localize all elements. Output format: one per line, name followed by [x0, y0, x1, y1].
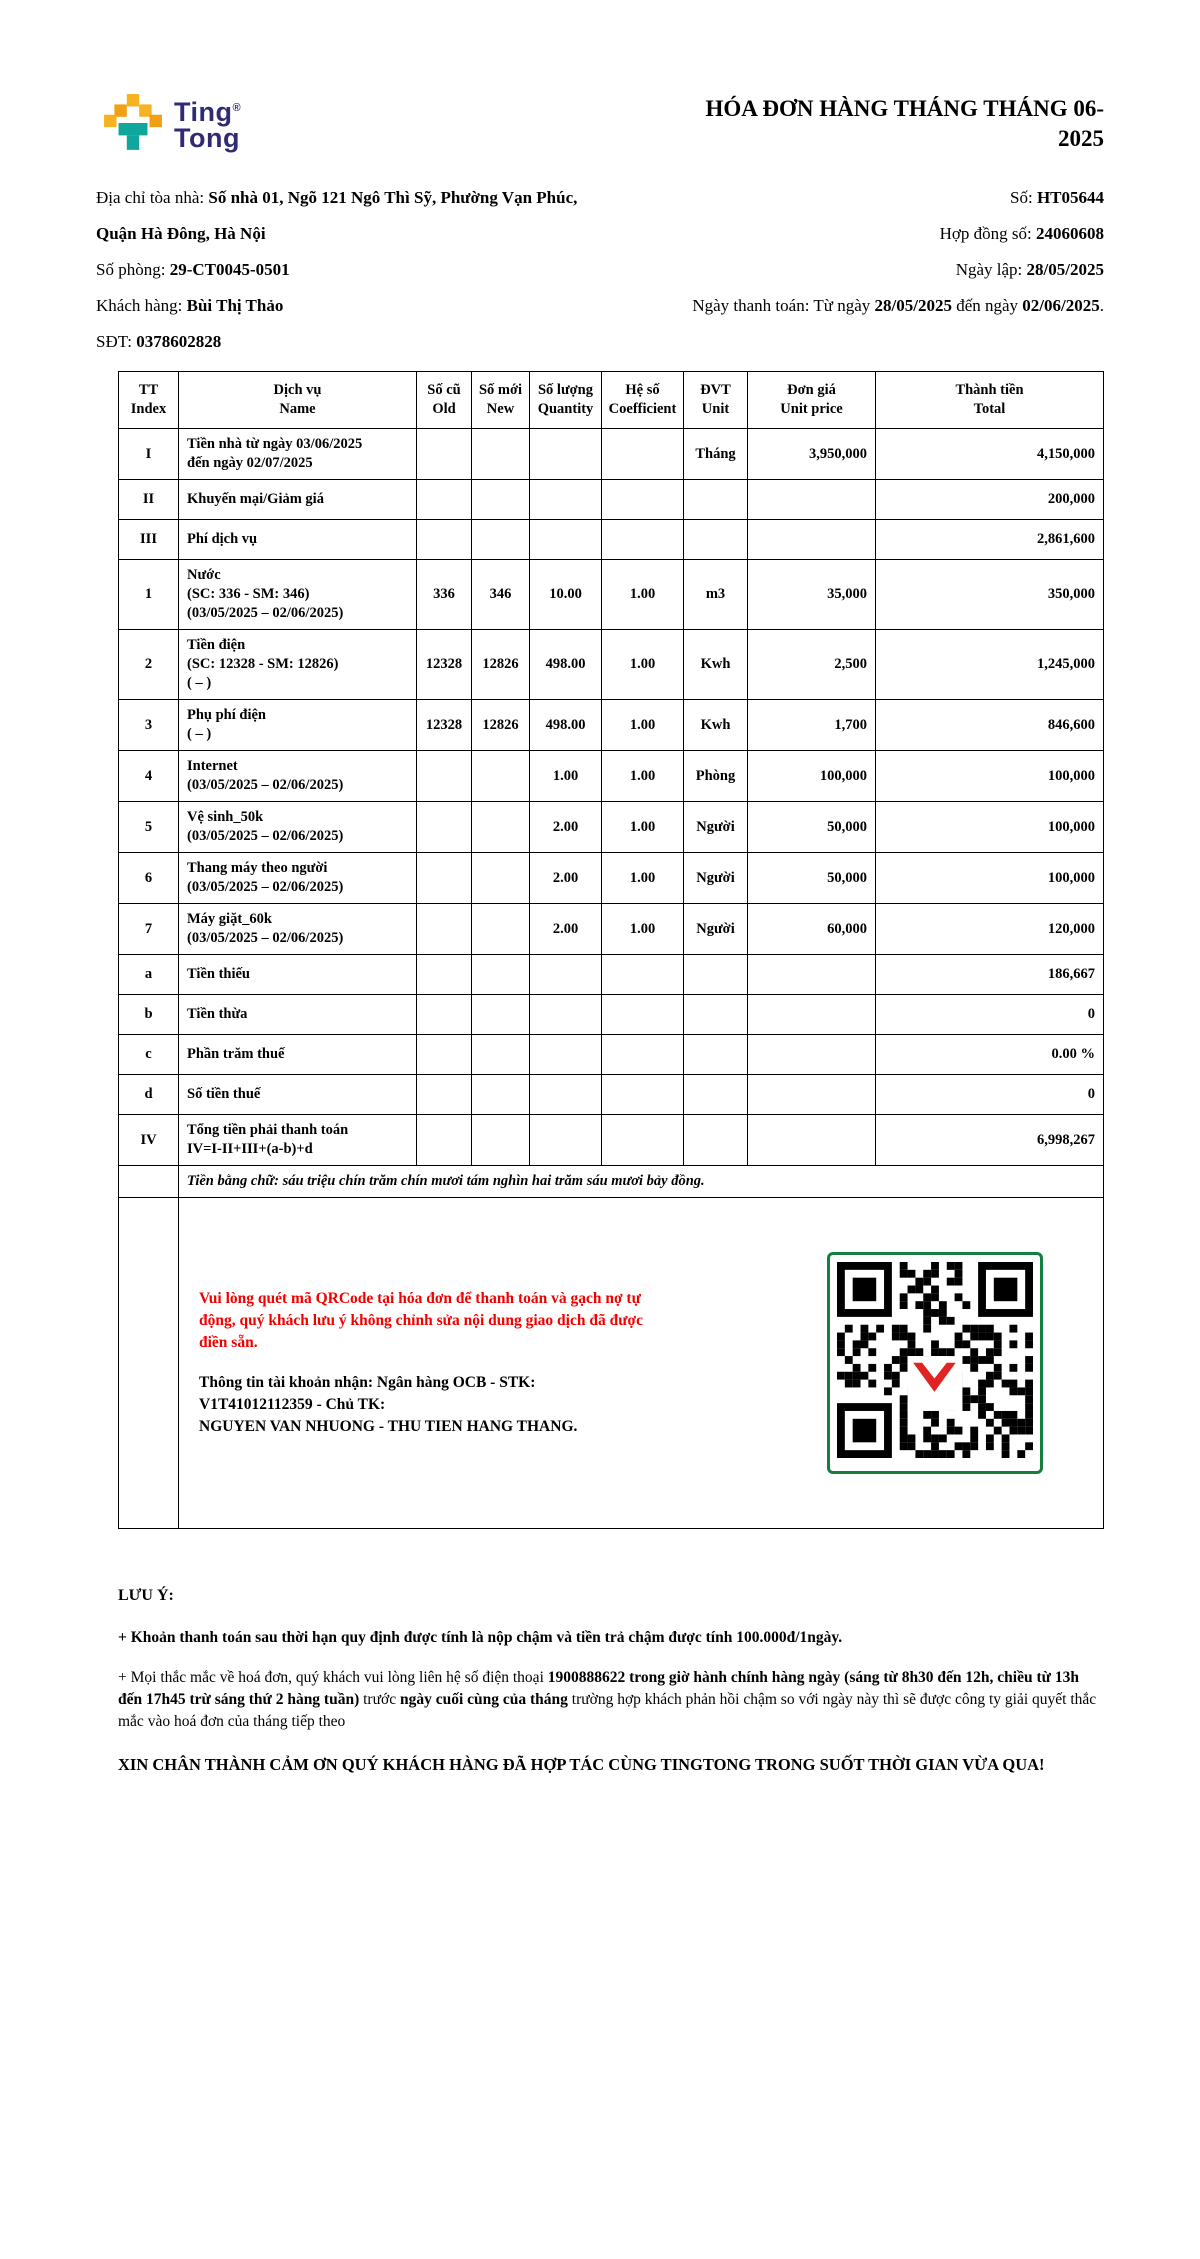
logo-text [174, 95, 241, 151]
customer-phone: SĐT: 0378602828 [96, 332, 222, 351]
column-header: Hệ số Coefficient [602, 372, 684, 429]
table-row: d Số tiền thuế 0 [119, 1075, 1104, 1115]
column-header: Thành tiền Total [876, 372, 1104, 429]
logo-line1: Ting [174, 97, 233, 127]
column-header: TT Index [119, 372, 179, 429]
column-header: Đơn giá Unit price [748, 372, 876, 429]
table-header [119, 372, 1104, 429]
account-info: Thông tin tài khoản nhận: Ngân hàng OCB - STK: V1T41012112359 - Chủ TK: NGUYEN VAN NHUONG - THU TIEN HANG THANG. [199, 1374, 578, 1435]
thank-you-note: XIN CHÂN THÀNH CẢM ƠN QUÝ KHÁCH HÀNG ĐÃ HỢP TÁC CÙNG TINGTONG TRONG SUỐT THỜI GIAN VỪA QUA! [118, 1755, 1045, 1774]
qr-code-image [837, 1262, 1033, 1458]
note-contact: + Mọi thắc mắc về hoá đơn, quý khách vui lòng liên hệ số điện thoại 1900888622 trong giờ hành chính hàng ngày (sáng từ 8h30 đến 12h, chiều từ 13h đến 17h45 trừ sáng thứ 2 hàng tuần) trước ngày cuối cùng của tháng trường hợp khách phản hồi chậm so với ngày này thì sẽ được công ty giải quyết thắc mắc vào hoá đơn của tháng tiếp theo [118, 1669, 1097, 1730]
invoice-info-right [692, 180, 1104, 360]
column-header: ĐVT Unit [684, 372, 748, 429]
table-row: 4 Internet (03/05/2025 – 02/06/2025) 1.00 1.00 Phòng 100,000 100,000 [119, 751, 1104, 802]
note-late-payment: + Khoản thanh toán sau thời hạn quy định được tính là nộp chậm và tiền trả chậm được tính 100.000đ/1ngày. [118, 1629, 843, 1646]
column-header: Số cũ Old [417, 372, 472, 429]
table-row: a Tiền thiếu 186,667 [119, 955, 1104, 995]
room-number: Số phòng: 29-CT0045-0501 [96, 260, 290, 279]
payment-date: Ngày thanh toán: Từ ngày 28/05/2025 đến ngày 02/06/2025. [692, 296, 1104, 315]
customer-name: Khách hàng: Bùi Thị Thảo [96, 296, 284, 315]
table-row: II Khuyến mại/Giảm giá 200,000 [119, 480, 1104, 520]
contract-number: Hợp đồng số: 24060608 [939, 224, 1104, 243]
qr-code [827, 1252, 1043, 1474]
issue-date: Ngày lập: 28/05/2025 [955, 260, 1104, 279]
table-row: 1 Nước (SC: 336 - SM: 346) (03/05/2025 – 02/06/2025) 336 346 10.00 1.00 m3 35,000 350,000 [119, 560, 1104, 630]
qr-instruction: Vui lòng quét mã QRCode tại hóa đơn để thanh toán và gạch nợ tự động, quý khách lưu ý không chỉnh sửa nội dung giao dịch đã được điền sẵn. [199, 1290, 643, 1351]
registered-mark: ® [232, 102, 242, 114]
building-address: Địa chỉ tòa nhà: Số nhà 01, Ngõ 121 Ngô Thì Sỹ, Phường Vạn Phúc, Quận Hà Đông, Hà Nội [96, 188, 578, 243]
table-row: III Phí dịch vụ 2,861,600 [119, 520, 1104, 560]
invoice-header [96, 92, 1104, 154]
invoice-info [96, 180, 1104, 360]
column-header: Số lượng Quantity [530, 372, 602, 429]
invoice-title [706, 94, 1105, 154]
table-row: 2 Tiền điện (SC: 12328 - SM: 12826) ( – ) 12328 12826 498.00 1.00 Kwh 2,500 1,245,000 [119, 630, 1104, 700]
table-row: IV Tổng tiền phải thanh toán IV=I-II+III+(a-b)+d 6,998,267 [119, 1115, 1104, 1166]
column-header: Số mới New [472, 372, 530, 429]
notes-section [118, 1585, 1103, 1777]
invoice-title-line2: 2025 [1058, 126, 1104, 151]
column-header: Dịch vụ Name [179, 372, 417, 429]
qr-row [119, 1198, 1104, 1529]
table-row: I Tiền nhà từ ngày 03/06/2025 đến ngày 02/07/2025 Tháng 3,950,000 4,150,000 [119, 429, 1104, 480]
tingtong-logo-icon [102, 92, 164, 154]
table-row: c Phần trăm thuế 0.00 % [119, 1035, 1104, 1075]
invoice-info-left [96, 180, 588, 360]
tingtong-logo [102, 92, 241, 154]
invoice-title-line1: HÓA ĐƠN HÀNG THÁNG THÁNG 06- [705, 96, 1104, 121]
table-row: b Tiền thừa 0 [119, 995, 1104, 1035]
amount-in-words-row [119, 1166, 1104, 1198]
amount-in-words: Tiền bằng chữ: sáu triệu chín trăm chín mươi tám nghìn hai trăm sáu mươi bảy đồng. [179, 1166, 1104, 1198]
services-table [118, 371, 1104, 1529]
table-row: 7 Máy giặt_60k (03/05/2025 – 02/06/2025) 2.00 1.00 Người 60,000 120,000 [119, 904, 1104, 955]
logo-line2: Tong [174, 123, 240, 153]
notes-title: LƯU Ý: [118, 1587, 174, 1604]
table-row: 3 Phụ phí điện ( – ) 12328 12826 498.00 1.00 Kwh 1,700 846,600 [119, 700, 1104, 751]
invoice-number: Số: HT05644 [1010, 188, 1104, 207]
table-row: 6 Thang máy theo người (03/05/2025 – 02/06/2025) 2.00 1.00 Người 50,000 100,000 [119, 853, 1104, 904]
table-row: 5 Vệ sinh_50k (03/05/2025 – 02/06/2025) 2.00 1.00 Người 50,000 100,000 [119, 802, 1104, 853]
